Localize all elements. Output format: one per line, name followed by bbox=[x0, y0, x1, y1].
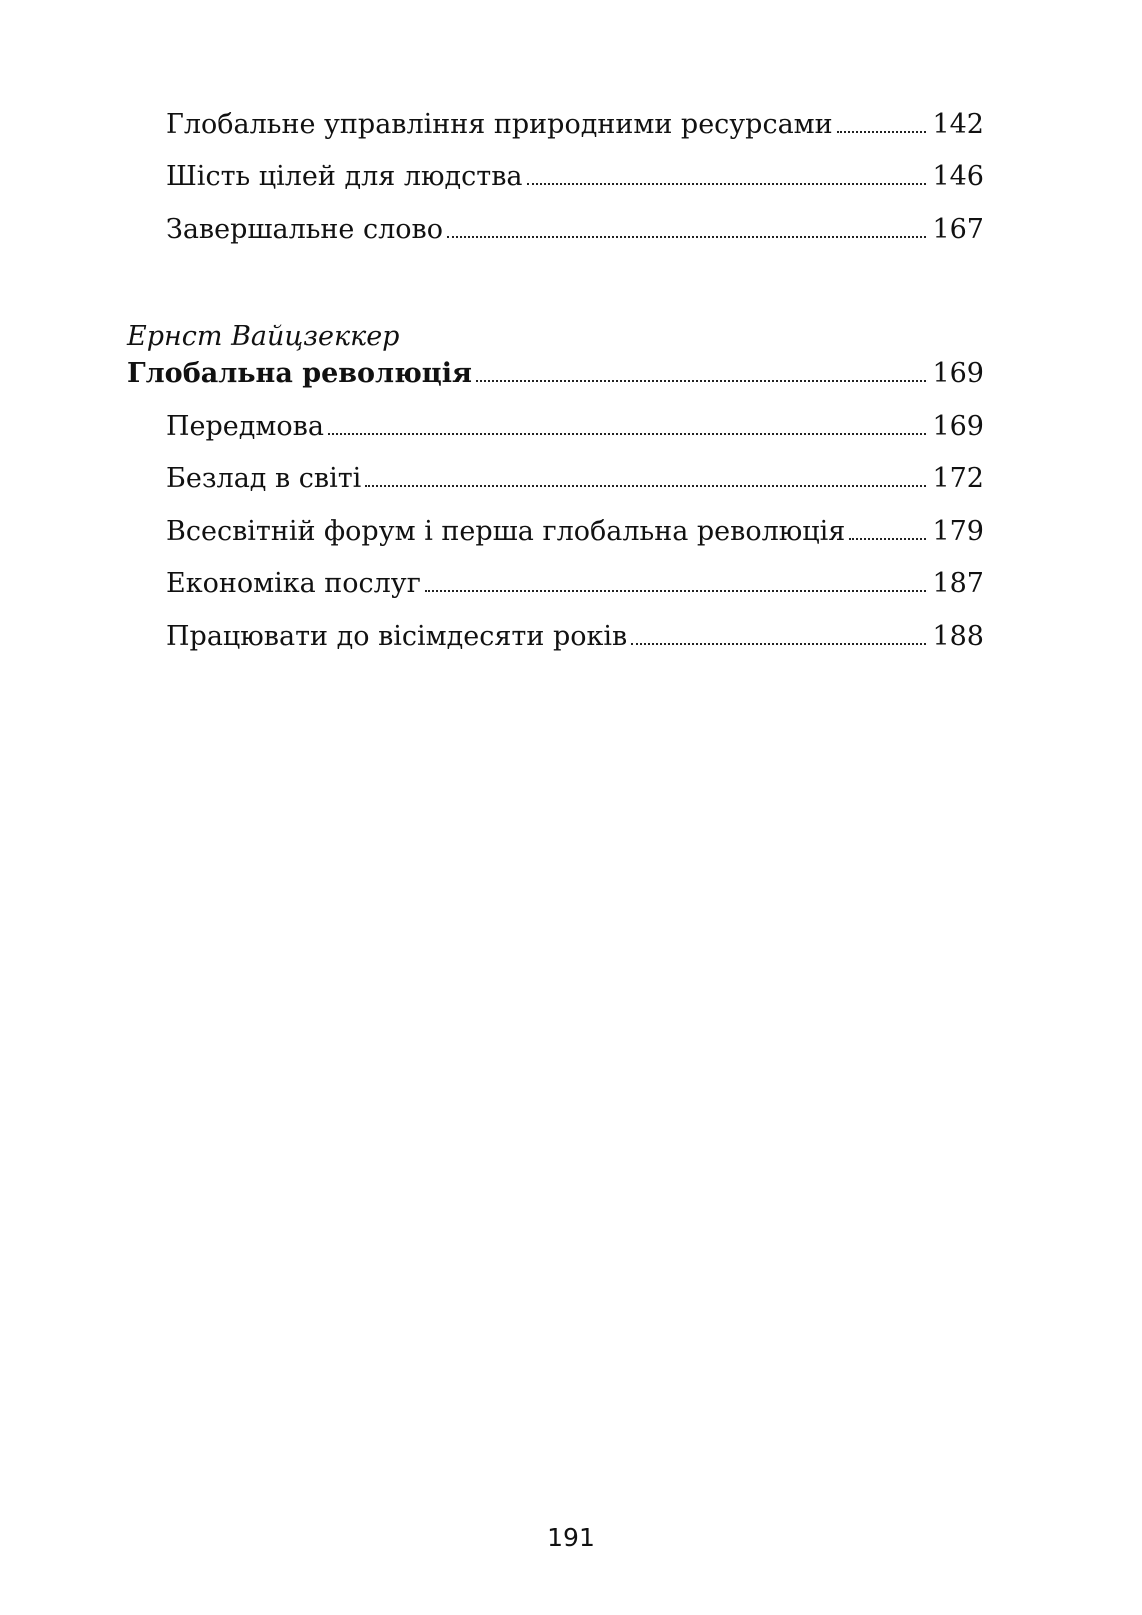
toc-entry-page: 179 bbox=[932, 516, 984, 547]
toc-entry-title: Безлад в світі bbox=[166, 463, 362, 494]
toc-entry bbox=[166, 614, 984, 654]
toc-dot-leader bbox=[328, 433, 926, 435]
toc-entry-page: 146 bbox=[932, 161, 984, 192]
page-number: 191 bbox=[547, 1523, 595, 1552]
toc-entry-title: Шість цілей для людства bbox=[166, 161, 523, 192]
toc-entry-title: Глобальне управління природними ресурсами bbox=[166, 109, 833, 140]
toc-entry bbox=[166, 561, 984, 601]
toc-main-entry bbox=[127, 351, 984, 391]
toc-entry bbox=[166, 456, 984, 496]
toc-dot-leader bbox=[527, 183, 927, 185]
toc-entry bbox=[166, 207, 984, 247]
toc-entry-title: Передмова bbox=[166, 411, 324, 442]
toc-entry bbox=[166, 154, 984, 194]
toc-entry-title: Економіка послуг bbox=[166, 568, 421, 599]
toc-main-entry-title: Глобальна революція bbox=[127, 358, 472, 389]
toc-main-entry-page: 169 bbox=[932, 358, 984, 389]
toc-entry-page: 142 bbox=[932, 109, 984, 140]
toc-dot-leader bbox=[849, 538, 926, 540]
toc-entry-title: Працювати до вісімдесяти років bbox=[166, 621, 628, 652]
toc-dot-leader bbox=[476, 380, 927, 382]
toc-entry-title: Всесвітній форум і перша глобальна революція bbox=[166, 516, 846, 547]
toc-entry bbox=[166, 509, 984, 549]
toc-entry-title: Завершальне слово bbox=[166, 214, 443, 245]
toc-entry-page: 187 bbox=[932, 568, 984, 599]
author-name: Ернст Вайцзеккер bbox=[127, 321, 400, 352]
toc-dot-leader bbox=[365, 485, 926, 487]
toc-entry bbox=[166, 404, 984, 444]
toc-entry-page: 188 bbox=[932, 621, 984, 652]
toc-dot-leader bbox=[425, 590, 927, 592]
toc-entry-page: 172 bbox=[932, 463, 984, 494]
toc-entry bbox=[166, 102, 984, 142]
toc-dot-leader bbox=[631, 643, 926, 645]
toc-entry-page: 169 bbox=[932, 411, 984, 442]
toc-dot-leader bbox=[837, 131, 927, 133]
toc-dot-leader bbox=[447, 236, 926, 238]
toc-entry-page: 167 bbox=[932, 214, 984, 245]
